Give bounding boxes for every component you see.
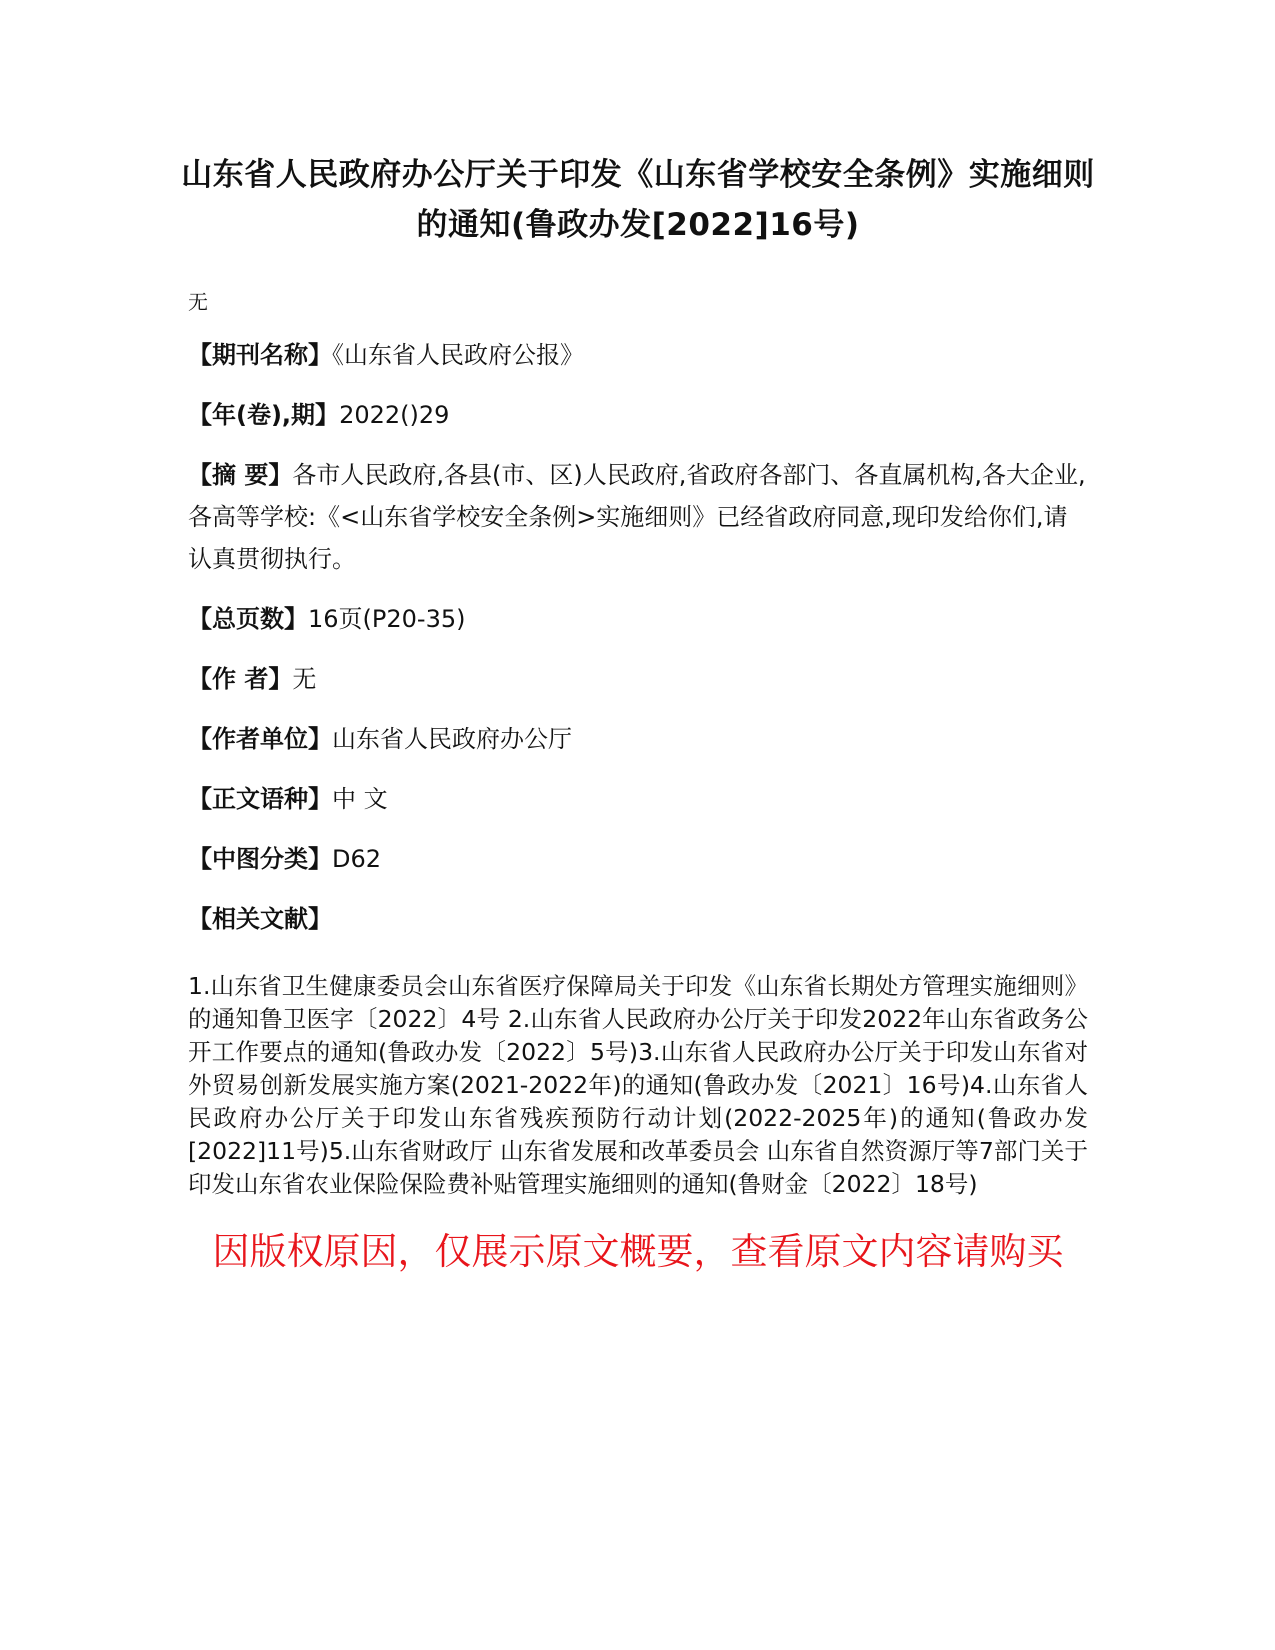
author-line: 无 bbox=[188, 290, 208, 314]
document-title: 山东省人民政府办公厅关于印发《山东省学校安全条例》实施细则的通知(鲁政办发[2022]16号) bbox=[181, 157, 1095, 243]
references-heading: 【相关文献】 bbox=[188, 905, 332, 933]
field-year-volume-issue bbox=[188, 394, 1088, 436]
field-value: D62 bbox=[332, 845, 382, 873]
field-label: 【总页数】 bbox=[188, 605, 308, 633]
field-value: 《山东省人民政府公报》 bbox=[332, 341, 584, 369]
field-abstract bbox=[188, 454, 1088, 580]
field-author bbox=[188, 658, 1088, 700]
field-label: 【摘 要】 bbox=[188, 461, 293, 489]
field-value: 中 文 bbox=[332, 785, 388, 813]
field-value: 山东省人民政府办公厅 bbox=[332, 725, 572, 753]
field-value: 16页(P20-35) bbox=[308, 605, 466, 633]
field-classification bbox=[188, 838, 1088, 880]
field-language bbox=[188, 778, 1088, 820]
field-journal-name bbox=[188, 334, 1088, 376]
field-value: 无 bbox=[292, 665, 317, 693]
field-label: 【期刊名称】 bbox=[188, 341, 332, 369]
field-label: 【正文语种】 bbox=[188, 785, 332, 813]
field-label: 【作 者】 bbox=[188, 665, 293, 693]
copyright-notice: 因版权原因，仅展示原文概要，查看原文内容请购买 bbox=[212, 1230, 1064, 1273]
field-label: 【作者单位】 bbox=[188, 725, 332, 753]
field-label: 【年(卷),期】 bbox=[188, 401, 340, 429]
references-list: 1.山东省卫生健康委员会山东省医疗保障局关于印发《山东省长期处方管理实施细则》的通知鲁卫医字〔2022〕4号 2.山东省人民政府办公厅关于印发2022年山东省政务公开工作要点的通知(鲁政办发〔2022〕5号)3.山东省人民政府办公厅关于印发山东省对外贸易创新发展实施方案(2021-2022年)的通知(鲁政办发〔2021〕16号)4.山东省人民政府办公厅关于印发山东省残疾预防行动计划(2022-2025年)的通知(鲁政办发[2022]11号)5.山东省财政厅 山东省发展和改革委员会 山东省自然资源厅等7部门关于印发山东省农业保险保险费补贴管理实施细则的通知(鲁财金〔2022〕18号) bbox=[188, 972, 1088, 1198]
field-total-pages bbox=[188, 598, 1088, 640]
field-author-unit bbox=[188, 718, 1088, 760]
field-label: 【中图分类】 bbox=[188, 845, 332, 873]
field-value: 2022()29 bbox=[339, 401, 450, 429]
document-page bbox=[181, 150, 1095, 1277]
abstract-text: 各市人民政府,各县(市、区)人民政府,省政府各部门、各直属机构,各大企业,各高等学校:《<山东省学校安全条例>实施细则》已经省政府同意,现印发给你们,请认真贯彻执行。 bbox=[188, 461, 1086, 573]
